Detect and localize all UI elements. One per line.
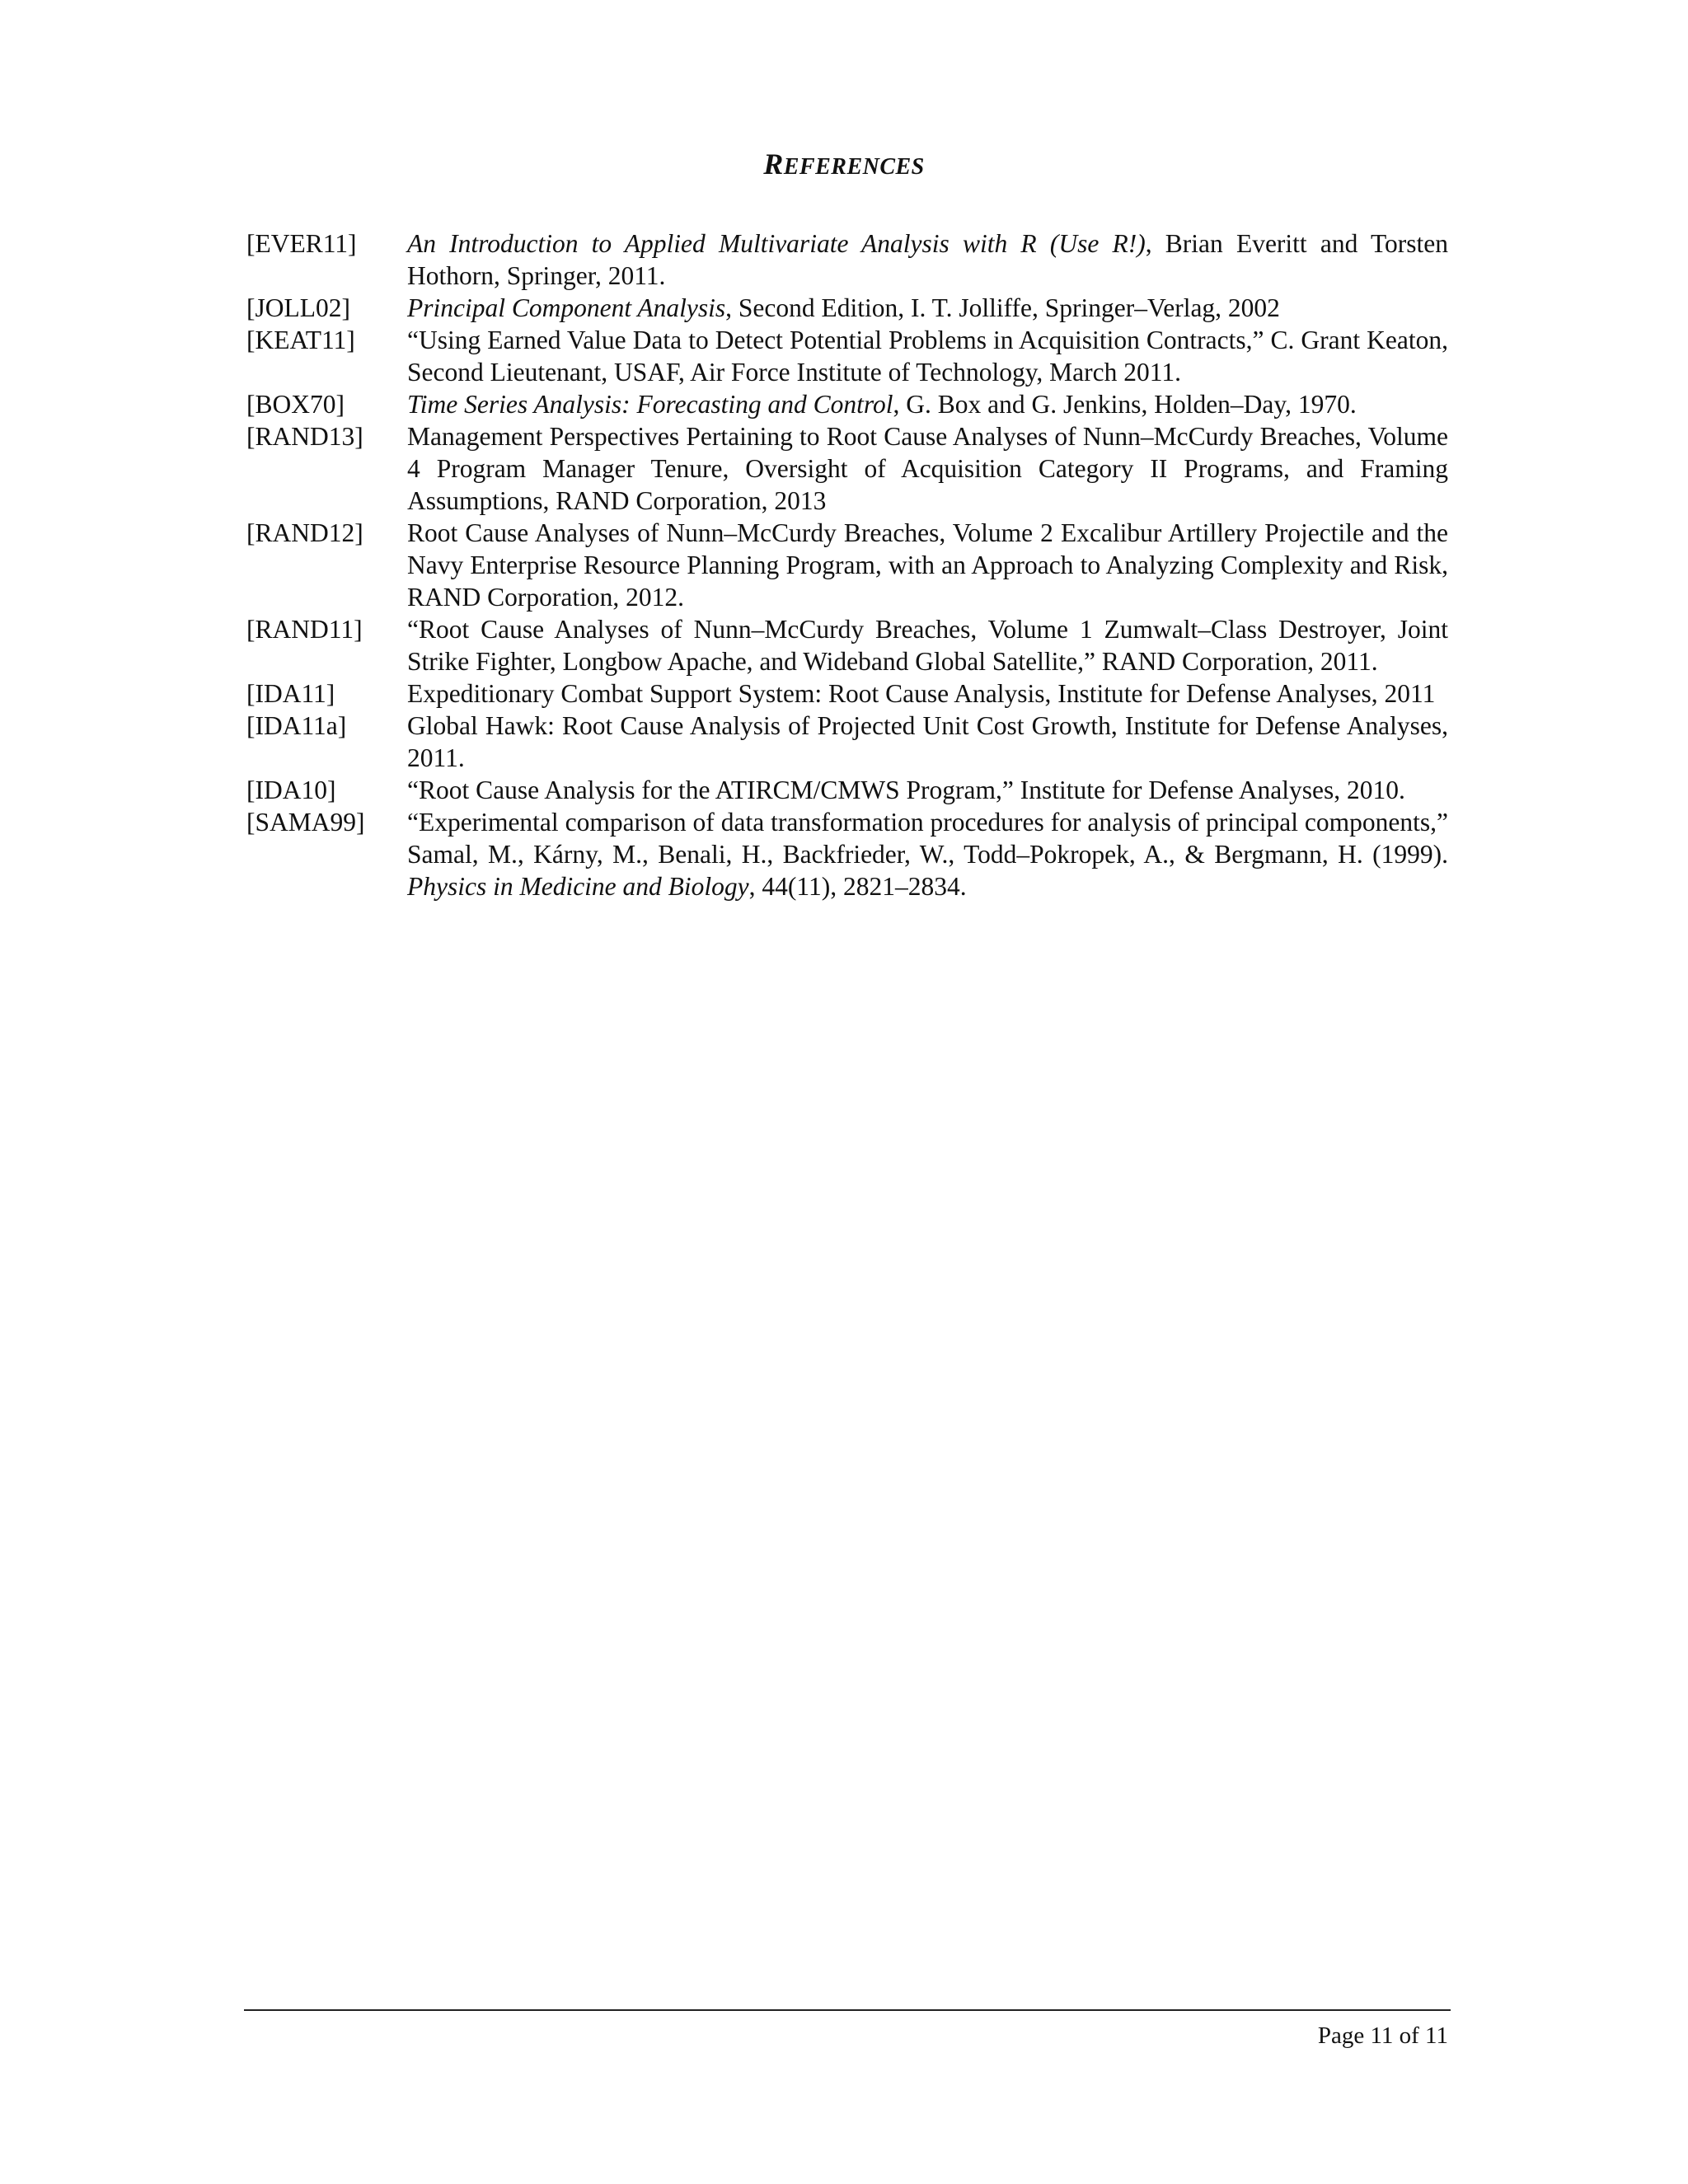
reference-entry-ida11a bbox=[246, 710, 1448, 774]
reference-italic-title: An Introduction to Applied Multivariate Analysis with R (Use R!) bbox=[407, 229, 1146, 258]
reference-entry-ida10 bbox=[246, 774, 1448, 806]
reference-text bbox=[407, 806, 1448, 902]
reference-text: Root Cause Analyses of Nunn–McCurdy Breaches, Volume 2 Excalibur Artillery Projectile and the Navy Enterprise Resource Planning Program, with an Approach to Analyzing Complexity and Risk, RAND Corporation, 2012. bbox=[407, 518, 1448, 612]
reference-entry-joll02 bbox=[246, 292, 1448, 324]
reference-italic-title: Principal Component Analysis bbox=[407, 293, 726, 322]
page-number: Page 11 of 11 bbox=[1317, 2022, 1448, 2049]
title-rest: EFERENCES bbox=[783, 154, 925, 180]
reference-key: [SAMA99] bbox=[246, 808, 365, 837]
reference-entry-rand11 bbox=[246, 613, 1448, 677]
reference-entry-keat11 bbox=[246, 324, 1448, 388]
reference-key: [IDA11] bbox=[246, 679, 335, 708]
reference-text: Management Perspectives Pertaining to Root Cause Analyses of Nunn–McCurdy Breaches, Volume 4 Program Manager Tenure, Oversight of Acquisition Category II Programs, and Framing Assumptions, RAND Corporation, 2013 bbox=[407, 422, 1448, 515]
title-initial: R bbox=[763, 148, 784, 180]
reference-key: [BOX70] bbox=[246, 390, 345, 419]
reference-entry-rand13 bbox=[246, 420, 1448, 517]
reference-text: “Using Earned Value Data to Detect Potential Problems in Acquisition Contracts,” C. Grant Keaton, Second Lieutenant, USAF, Air Force Institute of Technology, March 2011. bbox=[407, 326, 1448, 387]
reference-key: [IDA11a] bbox=[246, 711, 347, 740]
reference-list bbox=[246, 227, 1448, 902]
reference-text: Expeditionary Combat Support System: Root Cause Analysis, Institute for Defense Analyses, 2011 bbox=[407, 679, 1436, 708]
page-title bbox=[0, 147, 1688, 181]
reference-text: “Root Cause Analysis for the ATIRCM/CMWS Program,” Institute for Defense Analyses, 2010. bbox=[407, 776, 1405, 804]
reference-entry-box70 bbox=[246, 388, 1448, 420]
reference-entry-rand12 bbox=[246, 517, 1448, 613]
reference-italic-title: Time Series Analysis: Forecasting and Control bbox=[407, 390, 893, 419]
reference-entry-sama99 bbox=[246, 806, 1448, 902]
reference-text: Global Hawk: Root Cause Analysis of Projected Unit Cost Growth, Institute for Defense Analyses, 2011. bbox=[407, 711, 1448, 772]
reference-key: [RAND13] bbox=[246, 422, 363, 451]
reference-entry-ida11 bbox=[246, 677, 1448, 710]
reference-text bbox=[407, 227, 1448, 292]
reference-key: [KEAT11] bbox=[246, 326, 355, 354]
reference-key: [RAND11] bbox=[246, 615, 363, 644]
footer-divider bbox=[244, 2009, 1451, 2011]
reference-key: [JOLL02] bbox=[246, 293, 350, 322]
reference-rest: , 44(11), 2821–2834. bbox=[748, 872, 967, 901]
reference-key: [RAND12] bbox=[246, 518, 363, 547]
reference-key: [IDA10] bbox=[246, 776, 336, 804]
reference-italic-journal: Physics in Medicine and Biology bbox=[407, 872, 749, 901]
reference-rest: , Brian Everitt and Torsten Hothorn, Springer, 2011. bbox=[407, 229, 1448, 290]
reference-text: “Root Cause Analyses of Nunn–McCurdy Breaches, Volume 1 Zumwalt–Class Destroyer, Joint Strike Fighter, Longbow Apache, and Wideband Global Satellite,” RAND Corporation, 2011. bbox=[407, 615, 1448, 676]
reference-key: [EVER11] bbox=[246, 229, 357, 258]
reference-rest: , Second Edition, I. T. Jolliffe, Springer–Verlag, 2002 bbox=[725, 293, 1280, 322]
reference-text bbox=[407, 292, 1448, 324]
reference-entry-ever11 bbox=[246, 227, 1448, 292]
reference-rest: , G. Box and G. Jenkins, Holden–Day, 1970. bbox=[893, 390, 1357, 419]
reference-pre: “Experimental comparison of data transformation procedures for analysis of principal components,” Samal, M., Kárny, M., Benali, H., Backfrieder, W., Todd–Pokropek, A., & Bergmann, H. (1999). bbox=[407, 808, 1448, 869]
reference-text bbox=[407, 388, 1448, 420]
